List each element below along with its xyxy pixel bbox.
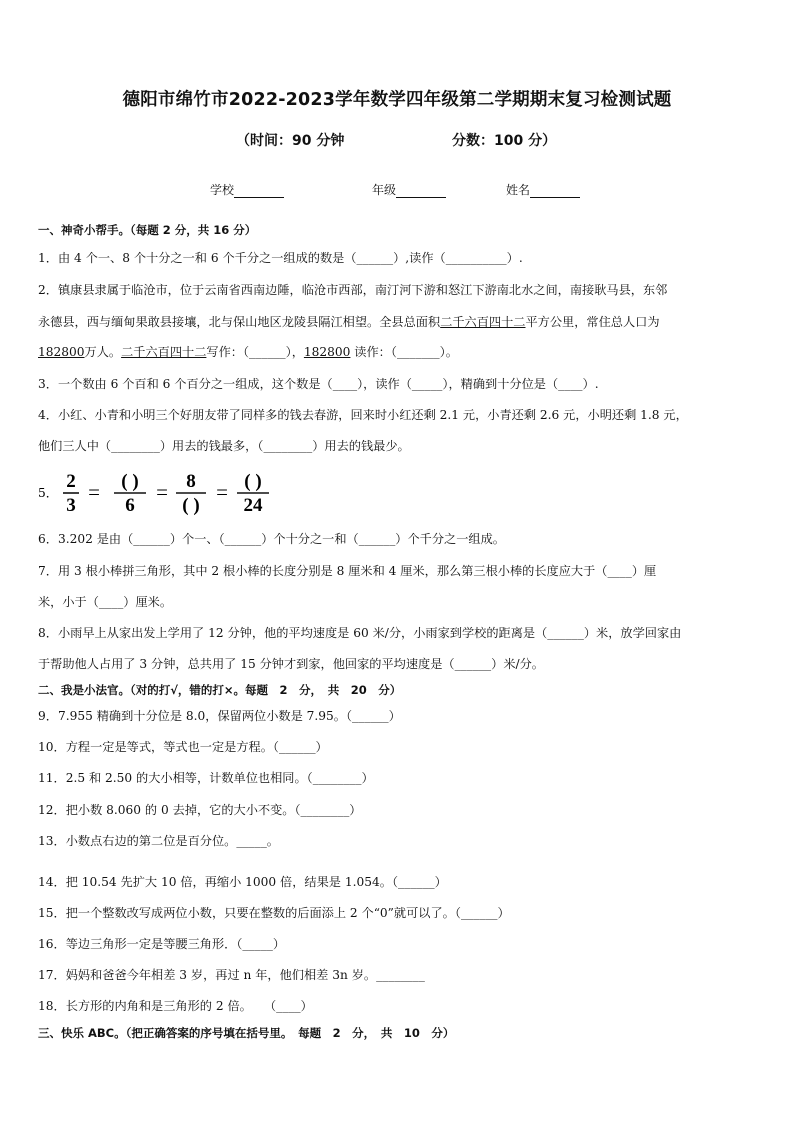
question-7-line-2: 米，小于（____）厘米。 [38, 595, 173, 609]
q5-equals-3: = [216, 480, 228, 504]
question-11: 11．2.5 和 2.50 的大小相等，计数单位也相同。（________） [38, 771, 374, 785]
name-field[interactable] [506, 181, 580, 198]
question-15: 15．把一个整数改写成两位小数，只要在整数的后面添上 2 个“0”就可以了。（______） [38, 906, 510, 920]
school-blank[interactable] [234, 185, 284, 198]
grade-label: 年级 [372, 183, 397, 197]
q5-frac1-numerator: 2 [66, 471, 76, 492]
question-5-fractions [38, 470, 298, 516]
question-8-line-1: 8．小雨早上从家出发上学用了 12 分钟，他的平均速度是 60 米/分，小雨家到学校的距离是（______）米，放学回家由 [38, 626, 682, 640]
question-6: 6．3.202 是由（______）个一、（______）个十分之一和（______）个千分之一组成。 [38, 532, 505, 546]
q2-underlined-area: 二千六百四十二 [440, 315, 526, 329]
q5-frac1-denominator: 3 [66, 495, 76, 516]
name-blank[interactable] [530, 185, 580, 198]
q5-frac4-numerator: ( ) [244, 471, 262, 492]
q2-text-2: 平方公里，常住总人口为 [525, 315, 660, 329]
q5-equals-2: = [156, 480, 168, 504]
q2-underlined-area-2: 二千六百四十二 [121, 345, 207, 359]
q2-text-1: 永德县，西与缅甸果敢县接壤，北与保山地区龙陵县隔江相望。全县总面积 [38, 315, 441, 329]
section-2-heading: 二、我是小法官。（对的打√，错的打×。每题 2 分， 共 20 分） [38, 683, 402, 697]
q2-underlined-pop-2: 182800 [303, 345, 351, 359]
q2-text-4: 写作：（______）， [206, 345, 304, 359]
question-16: 16．等边三角形一定是等腰三角形．（_____） [38, 937, 286, 951]
exam-score: 分数：100 分） [452, 133, 557, 149]
q5-frac3-numerator: 8 [186, 471, 196, 492]
question-4-line-2: 他们三人中（________）用去的钱最多，（________）用去的钱最少。 [38, 439, 410, 453]
question-1: 1．由 4 个一、8 个十分之一和 6 个千分之一组成的数是（______）,读作（__________）. [38, 251, 523, 265]
q2-text-3: 万人。 [84, 345, 122, 359]
section-1-heading: 一、神奇小帮手。（每题 2 分，共 16 分） [38, 223, 257, 237]
school-label: 学校 [210, 183, 235, 197]
question-5 [38, 470, 298, 516]
q2-text-5: 读作：（_______）。 [350, 345, 458, 359]
school-field[interactable] [210, 181, 284, 198]
question-7-line-1: 7．用 3 根小棒拼三角形，其中 2 根小棒的长度分别是 8 厘米和 4 厘米，那么第三根小棒的长度应大于（____）厘 [38, 564, 657, 578]
question-13: 13．小数点右边的第二位是百分位。_____。 [38, 834, 279, 848]
question-2-line-3 [38, 344, 758, 360]
q2-underlined-pop: 182800 [38, 345, 85, 359]
name-label: 姓名 [506, 183, 531, 197]
question-2-line-1: 2．镇康县隶属于临沧市，位于云南省西南边陲，临沧市西部，南汀河下游和怒江下游南北水之间，南接耿马县，东邻 [38, 283, 668, 297]
question-12: 12．把小数 8.060 的 0 去掉，它的大小不变。（________） [38, 803, 362, 817]
question-2-line-2 [38, 314, 758, 330]
grade-field[interactable] [372, 181, 446, 198]
question-18: 18．长方形的内角和是三角形的 2 倍。 （____） [38, 999, 313, 1013]
section-3-heading: 三、快乐 ABC。（把正确答案的序号填在括号里。 每题 2 分， 共 10 分） [38, 1026, 455, 1040]
q5-frac3-denominator: ( ) [182, 495, 200, 516]
question-14: 14．把 10.54 先扩大 10 倍，再缩小 1000 倍，结果是 1.054。（______） [38, 875, 447, 889]
exam-time: （时间：90 分钟 [236, 133, 345, 149]
q5-frac2-denominator: 6 [125, 495, 135, 516]
q5-frac2-numerator: ( ) [121, 471, 139, 492]
grade-blank[interactable] [396, 185, 446, 198]
question-17: 17．妈妈和爸爸今年相差 3 岁，再过 n 年，他们相差 3n 岁。________ [38, 968, 425, 982]
q5-frac4-denominator: 24 [243, 495, 263, 516]
page-title: 德阳市绵竹市2022-2023学年数学四年级第二学期期末复习检测试题 [122, 90, 672, 110]
q5-number: 5． [38, 486, 58, 500]
question-10: 10．方程一定是等式，等式也一定是方程。（______） [38, 740, 328, 754]
question-3: 3．一个数由 6 个百和 6 个百分之一组成，这个数是（____），读作（_____），精确到十分位是（____）. [38, 377, 599, 391]
question-9: 9．7.955 精确到十分位是 8.0，保留两位小数是 7.95。（______） [38, 709, 401, 723]
q5-equals-1: = [88, 480, 100, 504]
question-4-line-1: 4．小红、小青和小明三个好朋友带了同样多的钱去春游，回来时小红还剩 2.1 元，小青还剩 2.6 元，小明还剩 1.8 元， [38, 408, 688, 422]
question-8-line-2: 于帮助他人占用了 3 分钟，总共用了 15 分钟才到家，他回家的平均速度是（______）米/分。 [38, 657, 544, 671]
